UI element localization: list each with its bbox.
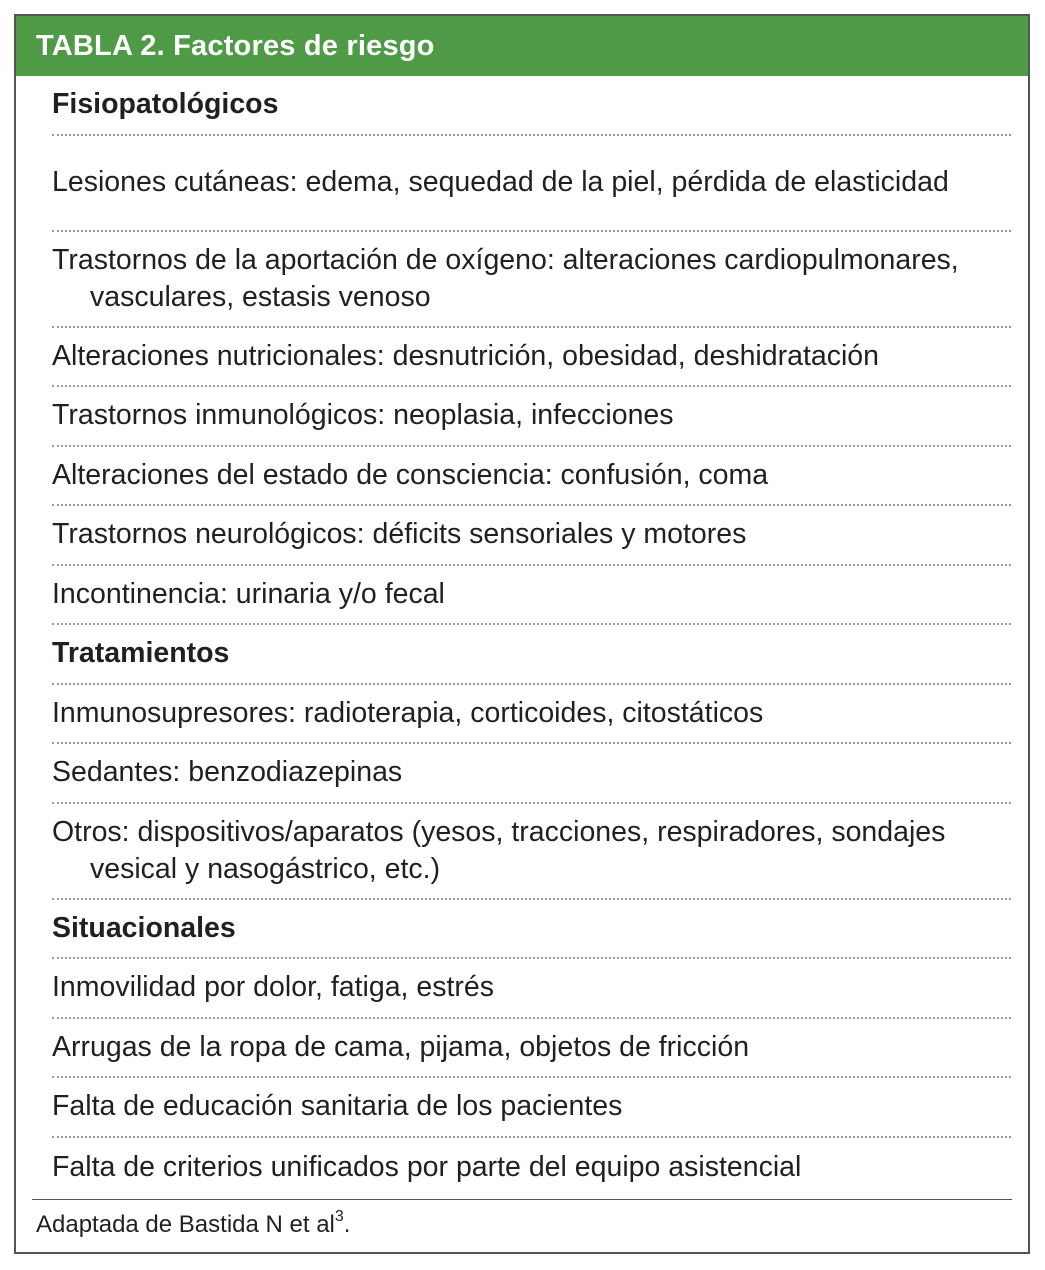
table-row (52, 1078, 1011, 1138)
section-heading-fisiopatologicos (52, 76, 1011, 136)
footnote-reference: 3 (334, 1208, 344, 1225)
table-row (52, 1019, 1011, 1079)
section-label: Fisiopatológicos (52, 88, 279, 121)
row-text: Incontinencia: urinaria y/o fecal (52, 577, 445, 610)
table-row (52, 328, 1011, 388)
table-row (52, 566, 1011, 626)
table-title: TABLA 2. Factores de riesgo (36, 29, 435, 62)
row-text: Inmovilidad por dolor, fatiga, estrés (52, 971, 494, 1004)
row-text: Otros: dispositivos/aparatos (yesos, tracciones, respiradores, sondajes vesical y nasogástrico, etc.) (52, 815, 946, 885)
footnote-suffix: . (343, 1211, 351, 1238)
row-text: Arrugas de la ropa de cama, pijama, objetos de fricción (52, 1030, 750, 1063)
table-row (52, 387, 1011, 447)
table-row (52, 959, 1011, 1019)
row-text: Falta de educación sanitaria de los pacientes (52, 1090, 623, 1123)
row-text: Trastornos neurológicos: déficits sensoriales y motores (52, 518, 747, 551)
table-row (52, 506, 1011, 566)
table-footnote (36, 1210, 350, 1240)
table-header (16, 16, 1028, 76)
table-row (52, 744, 1011, 804)
footer-divider (32, 1199, 1012, 1200)
row-text: Trastornos inmunológicos: neoplasia, infecciones (52, 399, 674, 432)
row-text: Sedantes: benzodiazepinas (52, 756, 403, 789)
section-heading-situacionales (52, 900, 1011, 960)
row-text: Falta de criterios unificados por parte del equipo asistencial (52, 1150, 802, 1183)
section-heading-tratamientos (52, 625, 1011, 685)
section-label: Tratamientos (52, 637, 230, 670)
footnote-text: Adaptada de Bastida N et al (36, 1211, 335, 1238)
table-row (52, 136, 1011, 232)
table-row (52, 804, 1011, 900)
row-text: Alteraciones del estado de consciencia: confusión, coma (52, 458, 769, 491)
row-text: Trastornos de la aportación de oxígeno: alteraciones cardiopulmonares, vasculares, estasis venoso (52, 243, 959, 313)
table-row (52, 1138, 1011, 1198)
table-body (16, 76, 1028, 1197)
table-row (52, 447, 1011, 507)
section-label: Situacionales (52, 911, 236, 944)
risk-factors-table (14, 14, 1030, 1254)
row-text: Alteraciones nutricionales: desnutrición, obesidad, deshidratación (52, 339, 880, 372)
table-row (52, 685, 1011, 745)
row-text: Inmunosupresores: radioterapia, corticoides, citostáticos (52, 696, 764, 729)
table-row (52, 232, 1011, 328)
row-text: Lesiones cutáneas: edema, sequedad de la piel, pérdida de elasticidad (52, 166, 949, 198)
